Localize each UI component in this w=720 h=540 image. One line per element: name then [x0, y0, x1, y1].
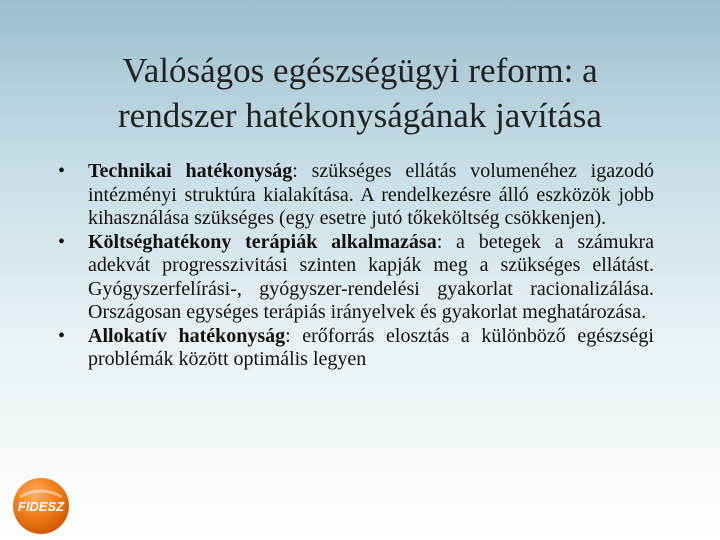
bullet-text: : a betegek a számukra adekvát progresszivitási szinten kapják meg a szükséges ellátást. Gyógyszerfelírási-, gyógyszer-rendelési gyakorlat racionalizálása. Országosan egységes terápiás irányelvek és gyakorlat meghatározása. [88, 230, 654, 323]
bullet-term: Technikai hatékonyság [88, 160, 293, 182]
bullet-icon: • [58, 160, 66, 182]
bullet-text: : erőforrás elosztás a különböző egészségi problémák között optimális legyen [88, 324, 654, 370]
bullet-term: Allokatív hatékonyság [88, 324, 286, 347]
slide-title [40, 48, 680, 138]
bullet-icon: • [58, 324, 66, 347]
bullet-item [58, 160, 654, 231]
bullet-icon: • [58, 230, 66, 253]
bullet-term: Költséghatékony terápiák alkalmazása [88, 230, 437, 253]
bullet-text: : szükséges ellátás volumenéhez igazodó intézményi struktúra kialakítása. A rendelkezésre álló eszközök jobb kihasználása szükséges (egy esetre jutó tőkeköltség csökkenjen). [88, 160, 654, 229]
logo-text: FIDESZ [17, 499, 65, 514]
fidesz-logo [12, 477, 70, 535]
bullet-item [58, 325, 654, 372]
title-line-2: rendszer hatékonyságának javítása [118, 96, 602, 135]
bullet-item [58, 231, 654, 325]
bullet-list [58, 160, 654, 372]
title-line-1: Valóságos egészségügyi reform: a [122, 51, 598, 90]
